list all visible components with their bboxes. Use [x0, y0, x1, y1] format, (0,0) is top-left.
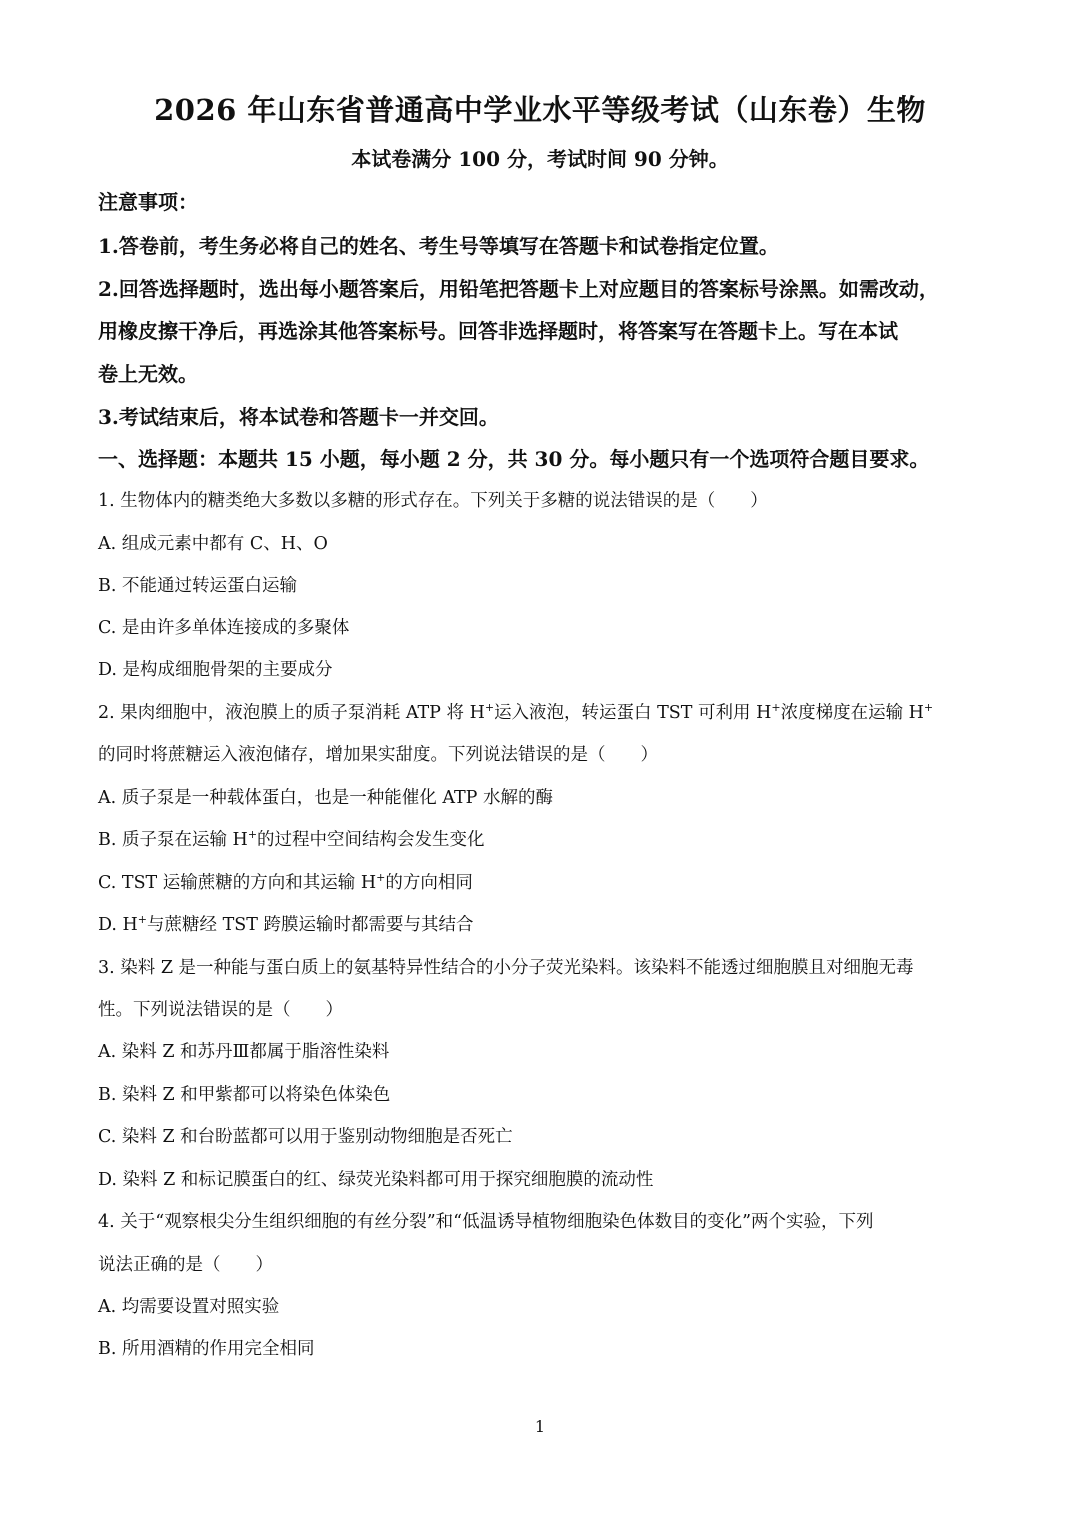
- note-line-2: 2.回答选择题时，选出每小题答案后，用铅笔把答题卡上对应题目的答案标号涂黑。如需改动，: [98, 277, 939, 301]
- q2-option-d-part-1: D. H: [98, 915, 138, 935]
- question-3-option-a: A. 染料 Z 和苏丹Ⅲ都属于脂溶性染料: [98, 1042, 390, 1062]
- q2-option-d-part-2: 与蔗糖经 TST 跨膜运输时都需要与其结合: [147, 915, 474, 935]
- question-1-option-c: C. 是由许多单体连接成的多聚体: [98, 618, 350, 638]
- q2-stem-part-2: 运入液泡，转运蛋白 TST 可利用 H: [494, 703, 772, 723]
- question-2-option-a: A. 质子泵是一种载体蛋白，也是一种能催化 ATP 水解的酶: [98, 788, 554, 808]
- question-1-option-b: B. 不能通过转运蛋白运输: [98, 576, 297, 596]
- question-2-stem-line-1: [98, 699, 933, 727]
- superscript-plus: +: [376, 871, 386, 884]
- question-4-stem-line-2: 说法正确的是（ ）: [98, 1255, 273, 1275]
- question-3-option-d: D. 染料 Z 和标记膜蛋白的红、绿荧光染料都可用于探究细胞膜的流动性: [98, 1170, 654, 1190]
- question-4-option-a: A. 均需要设置对照实验: [98, 1297, 280, 1317]
- note-line-5: 3.考试结束后，将本试卷和答题卡一并交回。: [98, 405, 499, 429]
- notes-heading: 注意事项：: [98, 190, 198, 214]
- note-line-1: 1.答卷前，考生务必将自己的姓名、考生号等填写在答题卡和试卷指定位置。: [98, 234, 779, 258]
- question-4-stem-line-1: 4. 关于“观察根尖分生组织细胞的有丝分裂”和“低温诱导植物细胞染色体数目的变化”两个实验，下列: [98, 1212, 874, 1232]
- note-line-3: 用橡皮擦干净后，再选涂其他答案标号。回答非选择题时，将答案写在答题卡上。写在本试: [98, 319, 898, 343]
- q2-option-b-part-2: 的过程中空间结构会发生变化: [257, 830, 485, 850]
- question-3-stem-line-1: 3. 染料 Z 是一种能与蛋白质上的氨基特异性结合的小分子荧光染料。该染料不能透过细胞膜且对细胞无毒: [98, 958, 914, 978]
- exam-info: 本试卷满分 100 分，考试时间 90 分钟。: [351, 147, 729, 171]
- q2-option-c-part-2: 的方向相同: [385, 873, 473, 893]
- superscript-plus: +: [923, 701, 934, 714]
- section-heading: 一、选择题：本题共 15 小题，每小题 2 分，共 30 分。每小题只有一个选项符合题目要求。: [98, 447, 930, 471]
- question-2-stem-line-2: 的同时将蔗糖运入液泡储存，增加果实甜度。下列说法错误的是（ ）: [98, 745, 658, 765]
- question-2-option-b: [98, 826, 485, 854]
- q2-option-c-part-1: C. TST 运输蔗糖的方向和其运输 H: [98, 873, 377, 893]
- question-3-option-b: B. 染料 Z 和甲紫都可以将染色体染色: [98, 1085, 391, 1105]
- question-3-option-c: C. 染料 Z 和台盼蓝都可以用于鉴别动物细胞是否死亡: [98, 1127, 513, 1147]
- question-2-option-c: [98, 869, 473, 897]
- superscript-plus: +: [771, 701, 781, 714]
- question-2-option-d: [98, 911, 473, 939]
- q2-stem-part-1: 2. 果肉细胞中，液泡膜上的质子泵消耗 ATP 将 H: [98, 703, 485, 723]
- question-1-stem: 1. 生物体内的糖类绝大多数以多糖的形式存在。下列关于多糖的说法错误的是（ ）: [98, 491, 768, 511]
- superscript-plus: +: [137, 913, 148, 926]
- note-line-4: 卷上无效。: [98, 362, 198, 386]
- page-number: 1: [534, 1417, 546, 1436]
- superscript-plus: +: [247, 828, 258, 841]
- superscript-plus: +: [484, 701, 495, 714]
- question-3-stem-line-2: 性。下列说法错误的是（ ）: [98, 1000, 343, 1020]
- question-1-option-a: A. 组成元素中都有 C、H、O: [98, 534, 328, 554]
- q2-stem-part-3: 浓度梯度在运输 H: [780, 703, 924, 723]
- question-1-option-d: D. 是构成细胞骨架的主要成分: [98, 660, 333, 680]
- q2-option-b-part-1: B. 质子泵在运输 H: [98, 830, 248, 850]
- question-4-option-b: B. 所用酒精的作用完全相同: [98, 1339, 315, 1359]
- page-title: 2026 年山东省普通高中学业水平等级考试（山东卷）生物: [154, 93, 926, 127]
